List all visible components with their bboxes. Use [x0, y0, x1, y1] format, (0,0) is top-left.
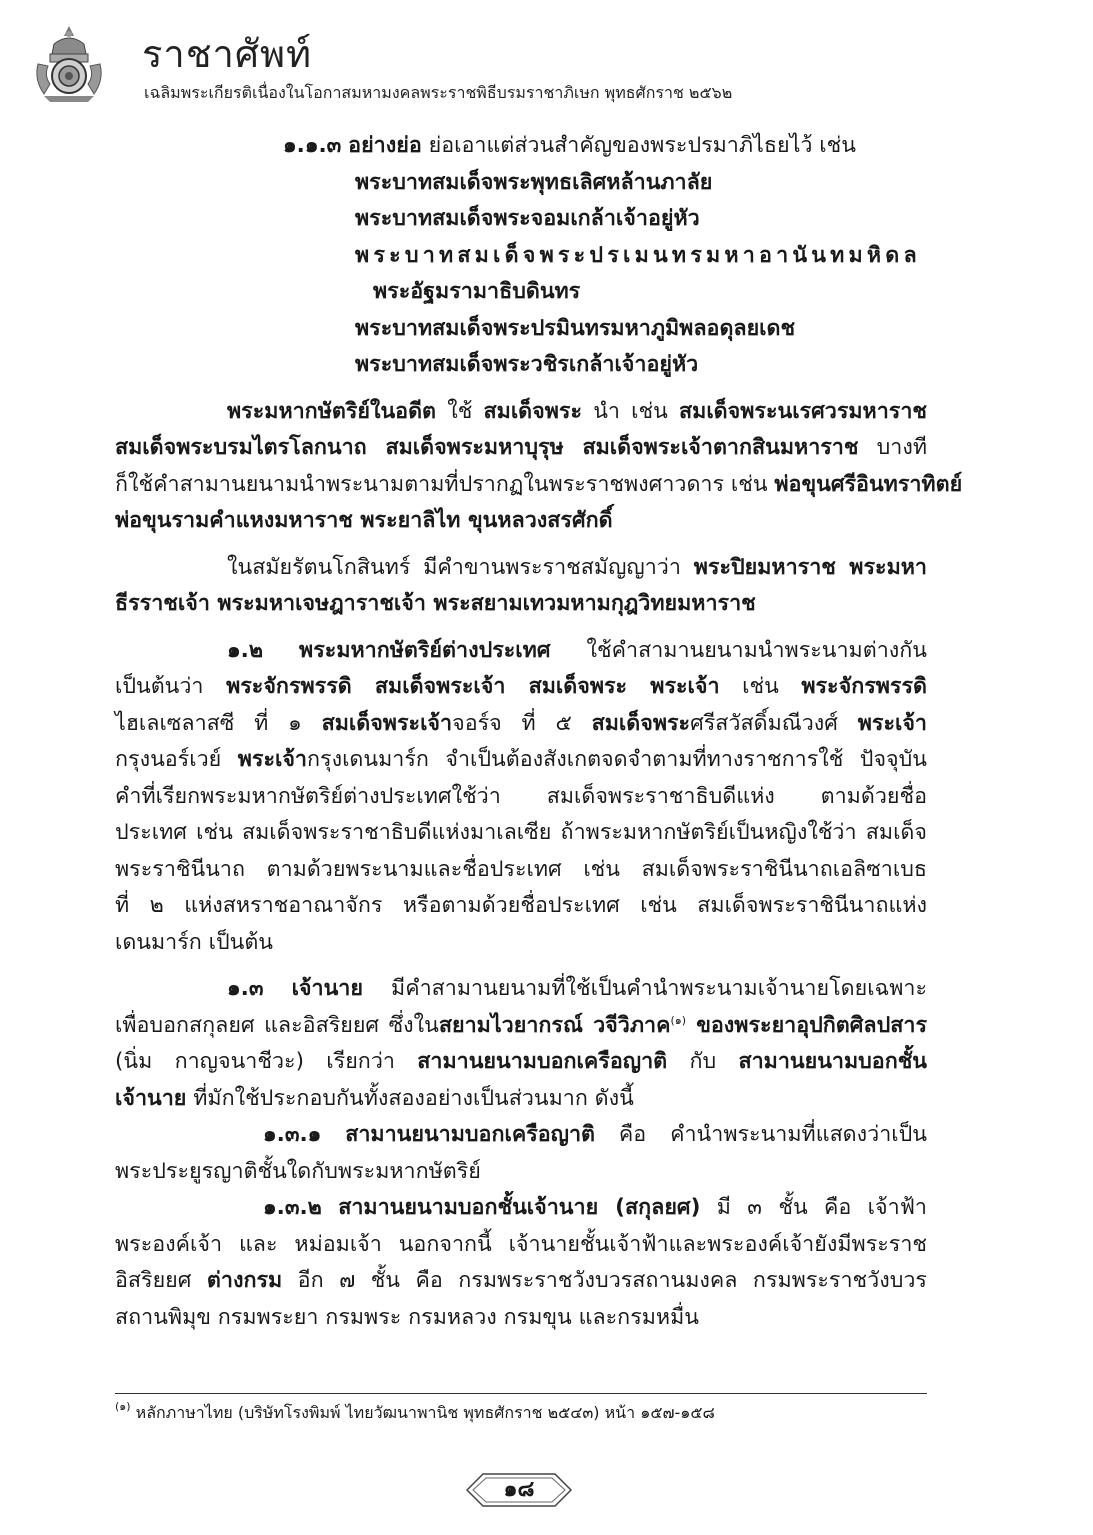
paragraph-line — [115, 1263, 927, 1300]
text-run: นำ เช่น — [582, 398, 680, 424]
text-run: ที่มักใช้ประกอบกันทั้งสองอย่างเป็นส่วนมาก ดังนี้ — [186, 1085, 634, 1111]
bold-term: สมเด็จพระเจ้า — [321, 710, 453, 736]
paragraph-line — [115, 550, 927, 587]
bold-term: พระจักรพรรดิ — [801, 674, 927, 699]
text-run: คือ คำนำพระนามที่แสดงว่าเป็น — [595, 1122, 927, 1147]
section-1-2-heading-line — [115, 633, 927, 670]
paragraph-line — [115, 394, 927, 431]
header-title: ราชาศัพท์ — [142, 32, 313, 76]
text-run: ไฮเลเซลาสซี ที่ ๑ — [115, 710, 322, 736]
section-number: ๑.๓.๒ — [263, 1195, 322, 1220]
royal-name: พระบาทสมเด็จพระพุทธเลิศหล้านภาลัย — [355, 169, 713, 195]
bold-term: ต่างกรม — [206, 1268, 283, 1293]
bold-term: สยามไวยากรณ์ วจีวิภาค — [438, 1012, 671, 1038]
bold-term: พ่อขุนศรีอินทราทิตย์ — [774, 471, 963, 497]
section-1-3-2-heading-line — [115, 1190, 927, 1227]
text-run: ใช้ — [436, 398, 484, 424]
footnote-mark: (๑) — [115, 1400, 131, 1413]
paragraph-line — [115, 706, 927, 743]
section-1-3-1-heading-line — [115, 1117, 927, 1154]
text-run: ในสมัยรัตนโกสินทร์ มีคำขานพระราชสมัญญาว่า — [227, 554, 694, 580]
royal-name: พระอัฐมรามาธิบดินทร — [373, 279, 581, 304]
royal-name: พระบาทสมเด็จพระจอมเกล้าเจ้าอยู่หัว — [355, 206, 700, 231]
bold-term: เจ้านาย — [115, 1085, 187, 1111]
document-body — [115, 128, 963, 1336]
section-heading: อย่างย่อ — [348, 133, 422, 158]
bold-term: สมเด็จพระ — [483, 398, 583, 424]
text-run: อีก ๗ ชั้น คือ กรมพระราชวังบวรสถานมงคล กรมพระราชวังบวร — [282, 1268, 927, 1293]
paragraph-line — [115, 1044, 927, 1081]
text-run: บางที — [858, 435, 927, 460]
section-1-3-heading-line — [115, 971, 927, 1008]
paragraph-line — [115, 503, 927, 540]
bold-term: สามานยนามบอกชั้น — [738, 1049, 927, 1074]
bold-term: สมเด็จพระนเรศวรมหาราช — [679, 398, 927, 424]
text-run: กับ — [667, 1049, 739, 1074]
royal-name: พระบาทสมเด็จพระวชิรเกล้าเจ้าอยู่หัว — [355, 352, 699, 377]
royal-emblem-icon — [30, 24, 108, 102]
footnote-text: หลักภาษาไทย (บริษัทโรงพิมพ์ ไทยวัฒนาพานิช พุทธศักราช ๒๕๔๓) หน้า ๑๕๗-๑๕๘ — [130, 1403, 715, 1422]
text-run: เป็นต้นว่า — [115, 674, 227, 699]
text-run: จอร์จ ที่ ๕ — [452, 710, 592, 736]
paragraph-line: พระประยูรญาติชั้นใดกับพระมหากษัตริย์ — [115, 1158, 481, 1184]
text-run: เช่น — [719, 674, 802, 699]
paragraph-line: พระองค์เจ้า และ หม่อมเจ้า นอกจากนี้ เจ้านายชั้นเจ้าฟ้าและพระองค์เจ้ายังมีพระราช — [115, 1231, 927, 1257]
paragraph-line — [115, 742, 927, 779]
royal-name-line — [115, 347, 927, 384]
bold-term: สมเด็จพระบรมไตรโลกนาถ สมเด็จพระมหาบุรุษ สมเด็จพระเจ้าตากสินมหาราช — [115, 435, 859, 460]
bold-term: สามานยนามบอกเครือญาติ — [417, 1049, 668, 1074]
footnote — [115, 1402, 715, 1424]
section-heading: สามานยนามบอกเครือญาติ — [345, 1122, 596, 1147]
footnote-reference: (๑) — [670, 1013, 687, 1027]
bold-term: พระเจ้า — [237, 747, 308, 772]
text-run: (นิ่ม กาญจนาชีวะ) เรียกว่า — [115, 1049, 418, 1074]
text-run: กรุงเดนมาร์ก จำเป็นต้องสังเกตจดจำตามที่ทางราชการใช้ ปัจจุบัน — [307, 747, 927, 772]
text-run: ก็ใช้คำสามานยนามนำพระนามตามที่ปรากฏในพระราชพงศาวดาร เช่น — [115, 471, 775, 497]
section-number: ๑.๓ — [227, 976, 264, 1001]
royal-name-line — [115, 274, 927, 311]
section-number: ๑.๑.๓ — [283, 133, 342, 158]
paragraph-line — [115, 430, 927, 467]
section-text: ย่อเอาแต่ส่วนสำคัญของพระปรมาภิไธยไว้ เช่น — [428, 133, 856, 158]
paragraph-line: เดนมาร์ก เป็นต้น — [115, 929, 274, 955]
bold-term: พ่อขุนรามคำแหงมหาราช พระยาลิไท ขุนหลวงสรศักดิ์ — [115, 508, 613, 533]
section-1-1-3-heading-line — [115, 128, 927, 165]
paragraph-line: ประเทศ เช่น สมเด็จพระราชาธิบดีแห่งมาเลเซีย ถ้าพระมหากษัตริย์เป็นหญิงใช้ว่า สมเด็จ — [115, 820, 927, 845]
text-run: มีคำสามานยนามที่ใช้เป็นคำนำพระนามเจ้านายโดยเฉพาะ — [362, 976, 927, 1001]
paragraph-line: คำที่เรียกพระมหากษัตริย์ต่างประเทศใช้ว่า สมเด็จพระราชาธิบดีแห่ง ตามด้วยชื่อ — [115, 783, 927, 809]
text-run: อิสริยยศ — [115, 1268, 207, 1293]
text-run: ใช้คำสามานยนามนำพระนามต่างกัน — [550, 637, 927, 663]
paragraph-line — [115, 467, 963, 504]
royal-name: พระบาทสมเด็จพระปรเมนทรมหาอานันทมหิดล — [355, 242, 921, 268]
page-number: ๑๘ — [503, 1477, 535, 1502]
royal-name-line — [115, 165, 927, 202]
paragraph-line — [115, 1008, 927, 1045]
royal-name-line — [115, 238, 927, 275]
royal-name-line — [115, 201, 927, 238]
royal-name-line — [115, 311, 927, 348]
bold-term: พระปิยมหาราช พระมหา — [693, 554, 927, 580]
paragraph-line: พระราชินีนาถ ตามด้วยพระนามและชื่อประเทศ เช่น สมเด็จพระราชินีนาถเอลิซาเบธ — [115, 856, 927, 882]
header-subtitle: เฉลิมพระเกียรติเนื่องในโอกาสมหามงคลพระราชพิธีบรมราชาภิเษก พุทธศักราช ๒๕๖๒ — [144, 83, 733, 102]
bold-term: พระจักรพรรดิ สมเด็จพระเจ้า สมเด็จพระ พระเจ้า — [226, 674, 720, 699]
footnote-divider — [115, 1393, 927, 1394]
bold-term: พระมหากษัตริย์ในอดีต — [227, 398, 437, 424]
bold-term: สมเด็จพระ — [591, 710, 691, 736]
paragraph-line — [115, 586, 927, 623]
paragraph-line: สถานพิมุข กรมพระยา กรมพระ กรมหลวง กรมขุน และกรมหมื่น — [115, 1304, 699, 1330]
section-number: ๑.๓.๑ — [263, 1122, 322, 1147]
bold-term: พระเจ้า — [857, 710, 928, 736]
section-number: ๑.๒ — [227, 637, 263, 663]
text-run: ศรีสวัสดิ์มณีวงศ์ — [690, 710, 858, 736]
paragraph-line — [115, 669, 927, 706]
text-run: มี ๓ ชั้น คือ เจ้าฟ้า — [700, 1195, 927, 1220]
royal-name: พระบาทสมเด็จพระปรมินทรมหาภูมิพลอดุลยเดช — [355, 315, 796, 341]
paragraph-line — [115, 1081, 927, 1118]
section-heading: สามานยนามบอกชั้นเจ้านาย (สกุลยศ) — [338, 1195, 701, 1220]
bold-term: ธีรราชเจ้า พระมหาเจษฎาราชเจ้า พระสยามเทวมหามกุฎวิทยมหาราช — [115, 591, 756, 616]
text-run: กรุงนอร์เวย์ — [115, 747, 238, 772]
bold-term: ของพระยาอุปกิตศิลปสาร — [686, 1012, 927, 1038]
page-header — [28, 18, 1068, 102]
paragraph-line: ที่ ๒ แห่งสหราชอาณาจักร หรือตามด้วยชื่อประเทศ เช่น สมเด็จพระราชินีนาถแห่ง — [115, 893, 927, 918]
section-heading: พระมหากษัตริย์ต่างประเทศ — [299, 637, 551, 663]
section-heading: เจ้านาย — [291, 976, 363, 1001]
text-run: เพื่อบอกสกุลยศ และอิสริยยศ ซึ่งใน — [115, 1012, 439, 1038]
